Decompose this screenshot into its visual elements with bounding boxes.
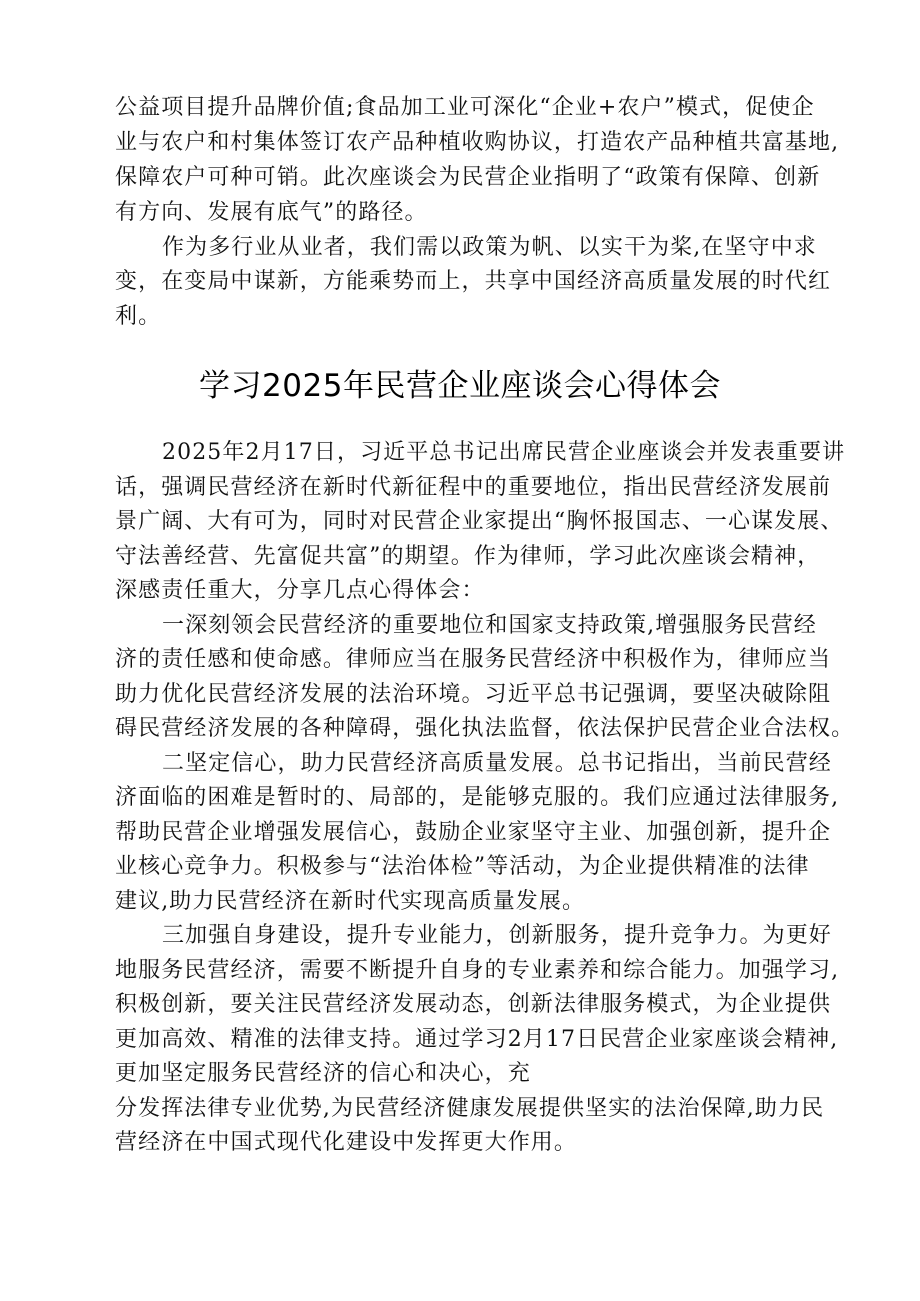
article-line: 帮助民营企业增强发展信心，鼓励企业家坚守主业、加强创新，提升企 <box>115 820 832 845</box>
article-line: 守法善经营、先富促共富”的期望。作为律师，学习此次座谈会精神， <box>115 544 821 569</box>
top-paragraph-line: 业与农户和村集体签订农产品种植收购协议，打造农产品种植共富基地, <box>115 130 840 155</box>
top-paragraph-line: 作为多行业从业者，我们需以政策为帆、以实干为桨,在坚守中求 <box>162 235 817 260</box>
article-line: 话，强调民营经济在新时代新征程中的重要地位，指出民营经济发展前 <box>115 475 832 500</box>
top-paragraph-line: 利。 <box>115 304 162 329</box>
article-line: 二坚定信心，助力民营经济高质量发展。总书记指出，当前民营经 <box>162 751 832 776</box>
article-line: 助力优化民营经济发展的法治环境。习近平总书记强调，要坚决破除阻 <box>115 682 832 707</box>
article-line: 三加强自身建设，提升专业能力，创新服务，提升竞争力。为更好 <box>162 923 832 948</box>
article-line: 景广阔、大有可为，同时对民营企业家提出“胸怀报国志、一心谋发展、 <box>115 509 844 534</box>
article-line: 深感责任重大，分享几点心得体会： <box>115 578 485 603</box>
article-line: 济面临的困难是暂时的、局部的，是能够克服的。我们应通过法律服务, <box>115 785 840 810</box>
article-line: 济的责任感和使命感。律师应当在服务民营经济中积极作为，律师应当 <box>115 647 832 672</box>
article-title: 学习2025年民营企业座谈会心得体会 <box>199 368 721 404</box>
article-line: 业核心竞争力。积极参与“法治体检”等活动，为企业提供精准的法律 <box>115 854 810 879</box>
top-paragraph-line: 公益项目提升品牌价值;食品加工业可深化“企业+农户”模式，促使企 <box>115 95 815 120</box>
top-paragraph-line: 变，在变局中谋新，方能乘势而上，共享中国经济高质量发展的时代红 <box>115 269 832 294</box>
top-paragraph-line: 有方向、发展有底气”的路径。 <box>115 200 428 225</box>
article-line: 建议,助力民营经济在新时代实现高质量发展。 <box>115 889 586 914</box>
article-line: 分发挥法律专业优势,为民营经济健康发展提供坚实的法治保障,助力民 <box>115 1096 825 1121</box>
article-line: 积极创新，要关注民营经济发展动态，创新法律服务模式，为企业提供 <box>115 992 832 1017</box>
article-line: 更加坚定服务民营经济的信心和决心，充 <box>115 1061 531 1086</box>
article-line: 营经济在中国式现代化建设中发挥更大作用。 <box>115 1130 578 1155</box>
article-line: 一深刻领会民营经济的重要地位和国家支持政策,增强服务民营经 <box>162 613 817 638</box>
article-line: 碍民营经济发展的各种障碍，强化执法监督，依法保护民营企业合法权。 <box>115 716 855 741</box>
article-line: 2025年2月17日，习近平总书记出席民营企业座谈会并发表重要讲 <box>162 440 846 465</box>
top-paragraph-line: 保障农户可种可销。此次座谈会为民营企业指明了“政策有保障、创新 <box>115 165 821 190</box>
article-line: 地服务民营经济，需要不断提升自身的专业素养和综合能力。加强学习, <box>115 958 840 983</box>
article-line: 更加高效、精准的法律支持。通过学习2月17日民营企业家座谈会精神, <box>115 1027 839 1052</box>
